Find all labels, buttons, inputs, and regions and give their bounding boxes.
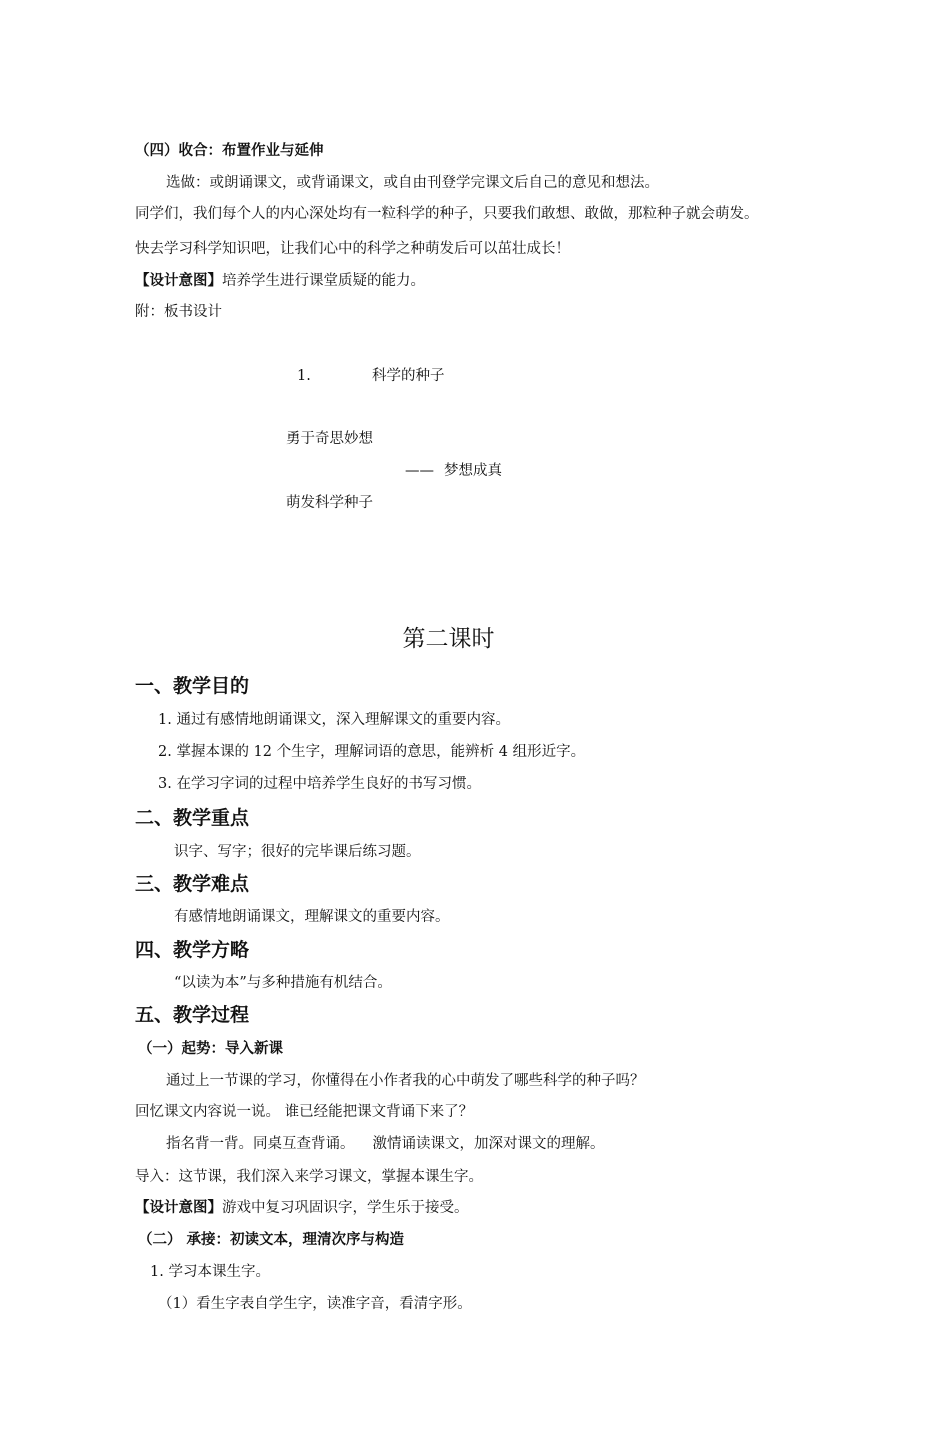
paragraph: 导入：这节课，我们深入来学习课文，掌握本课生字。: [135, 1169, 483, 1185]
paragraph: 选做：或朗诵课文，或背诵课文，或自由刊登学完课文后自己的意见和想法。: [166, 175, 659, 191]
paragraph: 有感情地朗诵课文，理解课文的重要内容。: [174, 909, 450, 925]
list-item: 3. 在学习字词的过程中培养学生良好的书写习惯。: [158, 776, 481, 792]
design-intent-text: 游戏中复习巩固识字，学生乐于接受。: [222, 1200, 469, 1216]
board-dash: ——: [405, 463, 434, 479]
appendix-label: 附：板书设计: [135, 304, 222, 320]
list-item: 2. 掌握本课的 12 个生字，理解词语的意思，能辨析 4 组形近字。: [158, 744, 586, 760]
list-item: 1. 通过有感情地朗诵课文，深入理解课文的重要内容。: [158, 712, 510, 728]
paragraph: 同学们，我们每个人的内心深处均有一粒科学的种子，只要我们敢想、敢做，那粒种子就会萌发。: [135, 206, 759, 222]
list-item: （1）看生字表自学生字，读准字音，看清字形。: [158, 1296, 472, 1312]
board-line: 萌发科学种子: [286, 495, 373, 511]
subsection-heading: （二） 承接：初读文本，理清次序与构造: [138, 1232, 405, 1248]
paragraph: 指名背一背。同桌互查背诵。 激情诵读课文，加深对课文的理解。: [166, 1136, 605, 1152]
board-title: 科学的种子: [372, 368, 445, 384]
subsection-heading: （一）起势：导入新课: [138, 1041, 283, 1057]
design-intent: [135, 1198, 469, 1218]
section-heading-homework: （四）收合：布置作业与延伸: [135, 143, 324, 159]
section-heading: 三、教学难点: [135, 873, 250, 895]
section-heading: 二、教学重点: [135, 807, 250, 829]
design-intent-text: 培养学生进行课堂质疑的能力。: [222, 273, 425, 289]
section-heading: 一、教学目的: [135, 675, 250, 697]
board-result: 梦想成真: [444, 463, 502, 479]
paragraph: 识字、写字；很好的完毕课后练习题。: [174, 844, 421, 860]
board-line: 勇于奇思妙想: [286, 431, 373, 447]
board-number: 1.: [297, 368, 311, 384]
design-intent: [135, 271, 425, 291]
section-heading: 五、教学过程: [135, 1004, 250, 1026]
paragraph: 通过上一节课的学习，你懂得在小作者我的心中萌发了哪些科学的种子吗？: [166, 1073, 645, 1089]
section-heading: 四、教学方略: [135, 939, 250, 961]
design-intent-label: 【设计意图】: [135, 1200, 222, 1216]
paragraph: “以读为本”与多种措施有机结合。: [174, 975, 392, 991]
design-intent-label: 【设计意图】: [135, 273, 222, 289]
list-item: 1. 学习本课生字。: [150, 1264, 270, 1280]
paragraph: 快去学习科学知识吧，让我们心中的科学之种萌发后可以茁壮成长！: [135, 241, 570, 257]
page-title: 第二课时: [402, 626, 495, 652]
paragraph: 回忆课文内容说一说。 谁已经能把课文背诵下来了？: [135, 1104, 474, 1120]
